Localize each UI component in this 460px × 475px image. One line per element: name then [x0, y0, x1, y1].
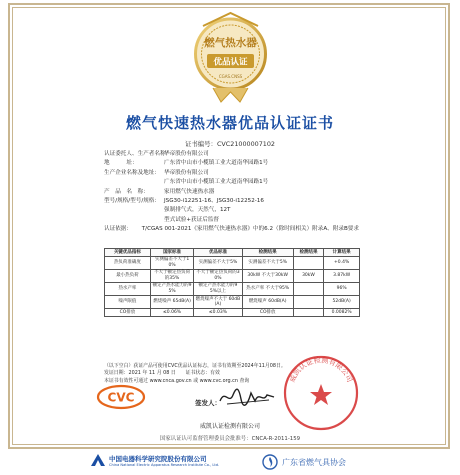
table-cell [293, 282, 324, 295]
issuer-name: 威凯认证检测有限公司 [199, 423, 260, 430]
cei-logo-icon [90, 453, 106, 467]
certificate-number: 证书编号：CVC21000007102 [185, 140, 275, 148]
cei-name [109, 454, 219, 467]
info-row [104, 197, 359, 206]
table-cell: 96% [324, 282, 360, 295]
table-row [105, 309, 360, 317]
table-row [105, 269, 360, 282]
cei-name-en: China National Electric Apparatus Research Institute Co., Ltd. [109, 462, 220, 467]
info-value: 家用燃气快速热水器 [164, 188, 215, 195]
quality-index-table [104, 248, 360, 317]
table-header: 国家标准 [150, 249, 193, 257]
signature-icon [217, 385, 277, 409]
info-value: 广东省中山市小榄镇工业大道南华园路1号 [164, 179, 269, 186]
info-value: JSG30-i12251-16、JSG30-i12252-16 [164, 198, 264, 205]
svg-text:CVC: CVC [107, 390, 135, 405]
info-row [104, 188, 359, 197]
table-header: 优品标准 [194, 249, 242, 257]
table-cell: +0.4% [324, 256, 360, 269]
info-row [104, 169, 359, 178]
svg-text:威凯认证检测有限公司: 威凯认证检测有限公司 [287, 355, 355, 384]
info-value: 型式试验+获证后监督 [164, 216, 220, 223]
gas-association-block [262, 454, 346, 470]
info-key [104, 216, 164, 225]
table-cell: 燃烧噪声 65dB(A) [150, 296, 193, 309]
table-cell: 实测偏差不大于5% [194, 256, 242, 269]
footer-note: （以下空白）获证产品可使用CVC优品认证标志，证书有效期至2024年11月08日。 [104, 363, 286, 369]
table-cell: 热水产率 不大于95% [242, 282, 293, 295]
table-row [105, 296, 360, 309]
info-value: T/CGAS 001-2021《家用燃气快速热水器》中的6.2（除时间相关）附录A、附录B要求 [141, 226, 359, 233]
status-label: 证书状态： [185, 370, 211, 377]
quality-seal-icon [193, 6, 268, 106]
table-cell: CO排放 [242, 309, 293, 317]
info-key: 型号/规格/型号/规格： [104, 198, 160, 205]
info-value: 强制排气式，天然气，12T [164, 207, 231, 214]
svg-text:燃气热水器: 燃气热水器 [204, 37, 257, 49]
table-cell: 热水产率 [105, 282, 151, 295]
gas-association-name: 广东省燃气具协会 [282, 457, 346, 467]
info-row [104, 216, 359, 225]
info-key: 生产企业名称及地址： [104, 169, 160, 176]
table-cell: 不大于额定热负荷的30% [194, 269, 242, 282]
table-cell: 3.87kW [324, 269, 360, 282]
info-key: 地 址： [104, 160, 138, 167]
table-cell: 30kW [293, 269, 324, 282]
info-key: 认证委托人、生产者名称： [104, 151, 172, 157]
cvc-logo-icon [96, 384, 146, 410]
status-value: 有效 [210, 370, 220, 377]
info-key: 产 品 名 称： [104, 188, 149, 195]
table-header-row [105, 249, 360, 257]
issue-date-label: 发证日期： [104, 370, 129, 377]
table-cell: 实测偏差不大于5% [242, 256, 293, 269]
table-cell: 额定产热水能力的95%以上 [194, 282, 242, 295]
info-row [104, 159, 359, 168]
cei-name-cn: 中国电器科学研究院股份有限公司 [109, 454, 207, 463]
table-cell: 52dB(A) [324, 296, 360, 309]
table-cell: ≤0.06% [150, 309, 193, 317]
table-cell: 30kW 不大于30kW [242, 269, 293, 282]
table-cell: ≤0.03% [194, 309, 242, 317]
issue-date: 2021 年 11 月 08 日 [128, 370, 176, 377]
table-cell: 不大于额定热负荷的35% [150, 269, 193, 282]
table-cell: 额定产热水能力的95% [150, 282, 193, 295]
table-header: 检测结果 [293, 249, 324, 257]
table-cell: 0.0082% [324, 309, 360, 317]
info-row [104, 206, 359, 215]
info-value: 华帝股份有限公司 [164, 151, 209, 157]
info-row [104, 150, 359, 159]
table-header: 检测结果 [242, 249, 293, 257]
certificate-info [104, 150, 359, 235]
table-cell [293, 309, 324, 317]
verification-website: 本证书有效性可通过 www.cnca.gov.cn 或 www.cvc.org.cn 查询 [104, 377, 250, 384]
table-header: 关键优品指标 [105, 249, 151, 257]
table-cell [293, 296, 324, 309]
info-row [104, 178, 359, 187]
table-row [105, 282, 360, 295]
info-value: 华帝股份有限公司 [164, 169, 209, 176]
table-cell: 最小热负荷 [105, 269, 151, 282]
svg-text:优品认证: 优品认证 [213, 57, 248, 68]
table-cell: 燃烧噪声 60dB(A) [242, 296, 293, 309]
cei-logo-block [90, 453, 219, 467]
table-cell: 热负荷准确度 [105, 256, 151, 269]
info-key [104, 206, 164, 215]
approval-number: 国家认证认可监督管理委员会批准号：CNCA-R-2011-159 [159, 436, 301, 442]
svg-text:CGAS.CNSS: CGAS.CNSS [218, 74, 243, 79]
gas-association-logo-icon [262, 454, 278, 470]
table-header: 计算结果 [324, 249, 360, 257]
table-cell: CO排放 [105, 309, 151, 317]
signer-label: 签发人： [195, 399, 221, 407]
certificate-title: 燃气快速热水器优品认证证书 [125, 114, 334, 132]
info-key: 认证依据： [104, 226, 132, 233]
info-key [104, 178, 164, 187]
table-cell: 噪声限值 [105, 296, 151, 309]
table-cell: 燃烧噪声不大于 60dB(A) [195, 296, 241, 308]
table-cell: 实测偏差不大于10% [150, 256, 193, 269]
info-value: 广东省中山市小榄镇工业大道南华园路1号 [164, 160, 269, 167]
info-row [104, 225, 359, 234]
table-cell [293, 256, 324, 269]
table-row [105, 256, 360, 269]
